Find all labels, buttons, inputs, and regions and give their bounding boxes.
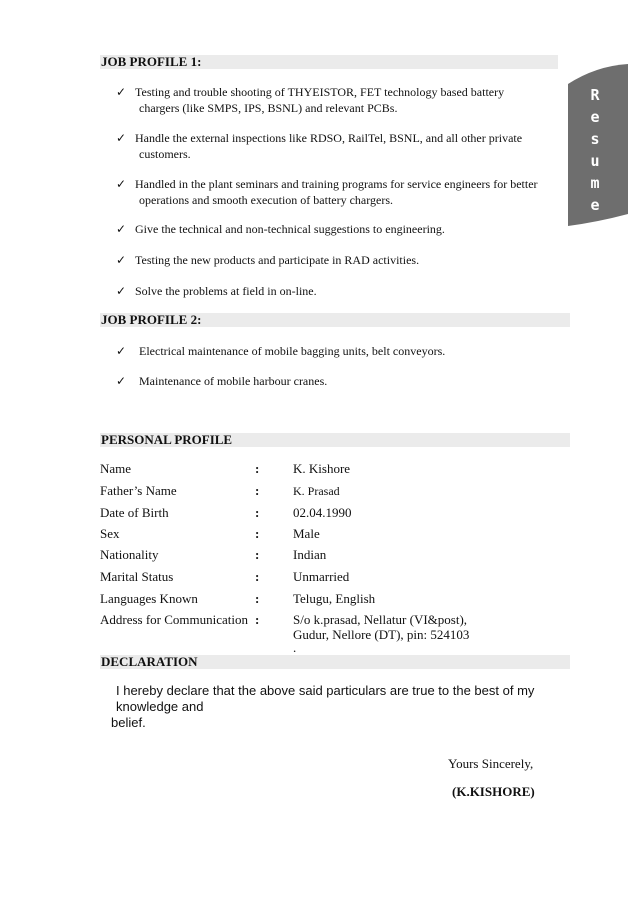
list-item-line: Give the technical and non-technical suggestions to engineering. [135,222,445,236]
job-profile-2-heading: JOB PROFILE 2: [100,313,570,327]
checkmark-icon: ✓ [116,222,127,236]
tab-letter: m [590,174,600,192]
profile-colon: : [255,505,260,520]
checkmark-icon: ✓ [116,131,127,145]
profile-label: Languages Known [100,591,198,606]
profile-colon: : [255,547,260,562]
tab-letter: u [590,152,600,170]
profile-value: . [293,640,297,655]
profile-value: Indian [293,547,327,562]
profile-value: Male [293,526,320,541]
declaration-line: belief. [111,715,146,730]
profile-colon: : [255,569,260,584]
list-item-line: Testing the new products and participate in RAD activities. [135,253,420,267]
profile-colon: : [255,591,260,606]
profile-value: K. Kishore [293,461,351,476]
personal-profile-heading: PERSONAL PROFILE [100,433,570,447]
profile-label: Address for Communication [100,612,249,627]
checkmark-icon: ✓ [116,253,127,267]
profile-value: S/o k.prasad, Nellatur (VI&post), [293,612,468,627]
tab-letter: R [590,86,600,104]
closing-sincerely: Yours Sincerely, [448,756,534,771]
profile-colon: : [255,526,260,541]
tab-letter: e [590,196,600,214]
list-item-line: Handled in the plant seminars and training programs for service engineers for better [135,177,538,191]
checkmark-icon: ✓ [116,85,127,99]
declaration-text [111,683,571,731]
profile-value: K. Prasad [293,484,340,498]
checkmark-icon: ✓ [116,374,127,388]
declaration-line: I hereby declare that the above said particulars are true to the best of my knowledge and [116,683,535,714]
list-item-line: Handle the external inspections like RDSO, RailTel, BSNL, and all other private [135,131,523,145]
checkmark-icon: ✓ [116,177,127,191]
profile-value: Unmarried [293,569,350,584]
checkmark-icon: ✓ [116,284,127,298]
list-item-line: Solve the problems at field in on-line. [135,284,317,298]
checkmark-icon: ✓ [116,344,127,358]
profile-colon: : [255,612,260,627]
signatory-name: (K.KISHORE) [452,784,535,799]
list-item-line: Maintenance of mobile harbour cranes. [139,374,328,388]
list-item-line: Electrical maintenance of mobile bagging units, belt conveyors. [139,344,446,358]
list-item-line: customers. [139,147,191,161]
profile-label: Name [100,461,132,476]
list-item-line: operations and smooth execution of battery chargers. [139,193,394,207]
job-profile-1-heading: JOB PROFILE 1: [100,55,558,69]
profile-label: Father’s Name [100,483,177,498]
profile-label: Sex [100,526,120,541]
profile-colon: : [255,483,260,498]
tab-letter: e [590,108,600,126]
list-item-line: chargers (like SMPS, IPS, BSNL) and relevant PCBs. [139,101,398,115]
profile-value: Telugu, English [293,591,376,606]
profile-colon: : [255,461,260,476]
profile-value: 02.04.1990 [293,505,352,520]
profile-value: Gudur, Nellore (DT), pin: 524103 [293,627,470,642]
profile-label: Date of Birth [100,505,169,520]
profile-label: Marital Status [100,569,174,584]
resume-tab-letters [580,84,610,216]
list-item-line: Testing and trouble shooting of THYEISTOR, FET technology based battery [135,85,505,99]
declaration-heading: DECLARATION [100,655,570,669]
profile-label: Nationality [100,547,159,562]
tab-letter: s [590,130,600,148]
